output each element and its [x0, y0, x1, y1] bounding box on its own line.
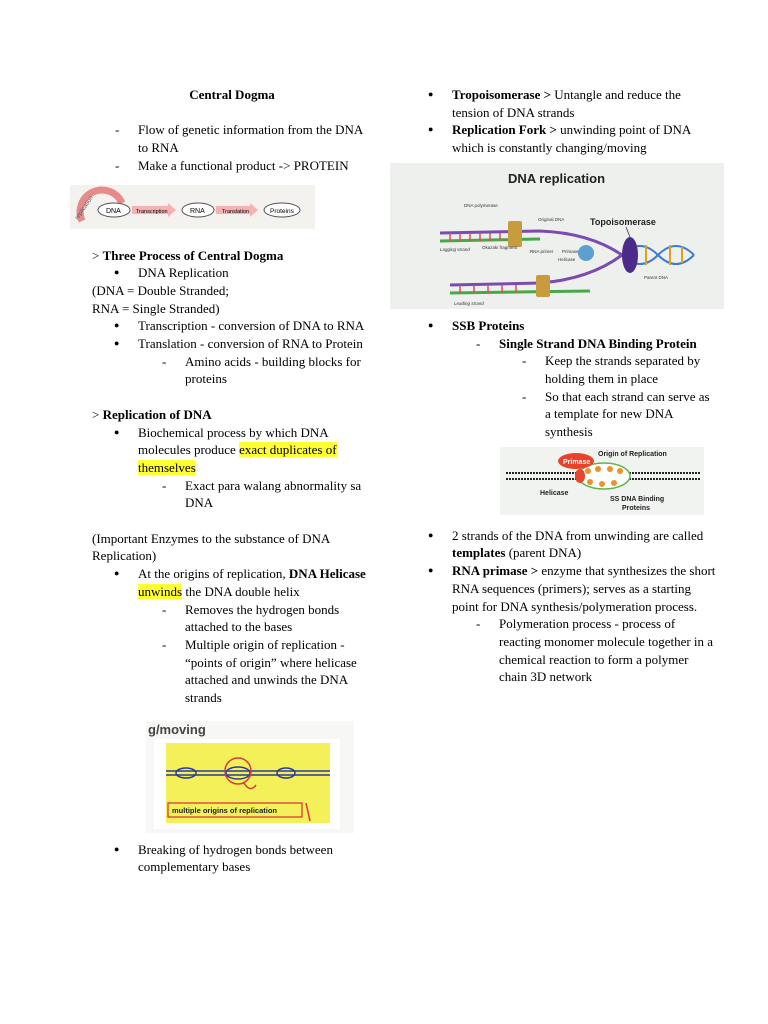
rep-fig-topo: Topoisomerase — [590, 216, 656, 227]
three-process-heading: > Three Process of Central Dogma — [92, 247, 284, 263]
three-bullet-3: ● Translation - conversion of RNA to Protein — [92, 335, 372, 353]
replication-heading: > Replication of DNA — [92, 406, 212, 422]
replication-bullet-1: ● Biochemical process by which DNA molecules produce exact duplicates of themselves — [92, 424, 372, 477]
rna-primase-bullet: ● RNA primase > enzyme that synthesizes the short RNA sequences (primers); serves as a starting point for DNA synthesis/polymeration process. — [428, 562, 718, 615]
ssb-fig-origin: Origin of Replication — [598, 450, 667, 458]
intro-item-2: - Make a functional product -> PROTEIN — [92, 157, 372, 175]
ssb-bullet: ● SSB Proteins — [428, 317, 718, 335]
three-note-2: RNA = Single Stranded) — [92, 300, 220, 316]
three-bullet-1: ● DNA Replication — [92, 264, 372, 282]
rep-fig-okazaki: Okazaki fragment — [482, 244, 518, 250]
rep-fig-helicase: Helicase — [558, 256, 576, 262]
left-column — [74, 86, 372, 876]
rep-fig-title: DNA replication — [508, 170, 606, 186]
right-column — [428, 86, 718, 686]
three-bullet-2: ● Transcription - conversion of DNA to RNA — [92, 317, 372, 335]
last-bullet: ● Breaking of hydrogen bonds between complementary bases — [92, 841, 372, 876]
ssb-fig-helicase: Helicase — [540, 489, 569, 497]
templates-bullet: ● 2 strands of the DNA from unwinding are called templates (parent DNA) — [428, 527, 718, 562]
rep-fig-primase: Primase — [562, 248, 579, 254]
intro-item-1: - Flow of genetic information from the DNA to RNA — [92, 121, 372, 156]
page-title: Central Dogma — [189, 87, 275, 102]
central-dogma-figure — [70, 185, 315, 229]
replication-sub-1: - Exact para walang abnormality sa DNA — [92, 477, 372, 512]
rep-fig-leading: Leading strand — [454, 300, 484, 306]
enzymes-bullet-1: ● At the origins of replication, DNA Helicase unwinds the DNA double helix — [92, 565, 372, 600]
ssb-figure — [500, 447, 704, 515]
polymeration-sub: - Polymeration process - process of reacting monomer molecule together in a chemical reaction to form a polymer chain 3D network — [428, 615, 718, 686]
rep-fig-poly: DNA polymerase — [464, 202, 498, 208]
rep-fig-primer: RNA primer — [530, 248, 554, 254]
ssb-sub: - Single Strand DNA Binding Protein — [428, 335, 718, 353]
dogma-label-translation: Translation — [222, 208, 250, 215]
three-note-1: (DNA = Double Stranded; — [92, 282, 229, 298]
dogma-label-dna: DNA — [106, 207, 121, 215]
origins-caption: multiple origins of replication — [172, 805, 278, 815]
ssb-fig-primase: Primase — [563, 458, 591, 466]
dogma-label-transcription: Transcription — [136, 208, 168, 215]
ssb-fig-proteins: Proteins — [622, 504, 651, 512]
ssb-fig-ssdna: SS DNA Binding — [610, 495, 665, 503]
enzymes-intro: (Important Enzymes to the substance of DNA Replication) — [92, 530, 330, 564]
topo-bullet: ● Tropoisomerase > Untangle and reduce the tension of DNA strands — [428, 86, 718, 121]
dogma-label-proteins: Proteins — [270, 207, 294, 215]
dogma-label-replication: replication — [74, 194, 95, 221]
replication-highlight: exact duplicates of themselves — [138, 442, 337, 475]
multiple-origins-figure — [146, 721, 354, 833]
ssb-sub-2: - So that each strand can serve as a template for new DNA synthesis — [428, 388, 718, 441]
fork-bullet: ● Replication Fork > unwinding point of DNA which is constantly changing/moving — [428, 121, 718, 156]
dna-replication-figure — [390, 163, 724, 309]
enzymes-sub-1: - Removes the hydrogen bonds attached to the bases — [92, 601, 372, 636]
three-sub-1: - Amino acids - building blocks for proteins — [92, 353, 372, 388]
rep-fig-parent: Parent DNA — [644, 274, 669, 280]
dogma-label-rna: RNA — [190, 207, 205, 215]
unwinds-highlight: unwinds — [138, 583, 183, 599]
ssb-sub-1: - Keep the strands separated by holding them in place — [428, 352, 718, 387]
rep-fig-orig: Original DNA — [538, 216, 565, 222]
rep-fig-lagging: Lagging strand — [440, 246, 470, 252]
origins-top-text: g/moving — [148, 721, 206, 737]
enzymes-sub-2: - Multiple origin of replication - “points of origin” where helicase attached and unwinds the DNA strands — [92, 636, 372, 707]
